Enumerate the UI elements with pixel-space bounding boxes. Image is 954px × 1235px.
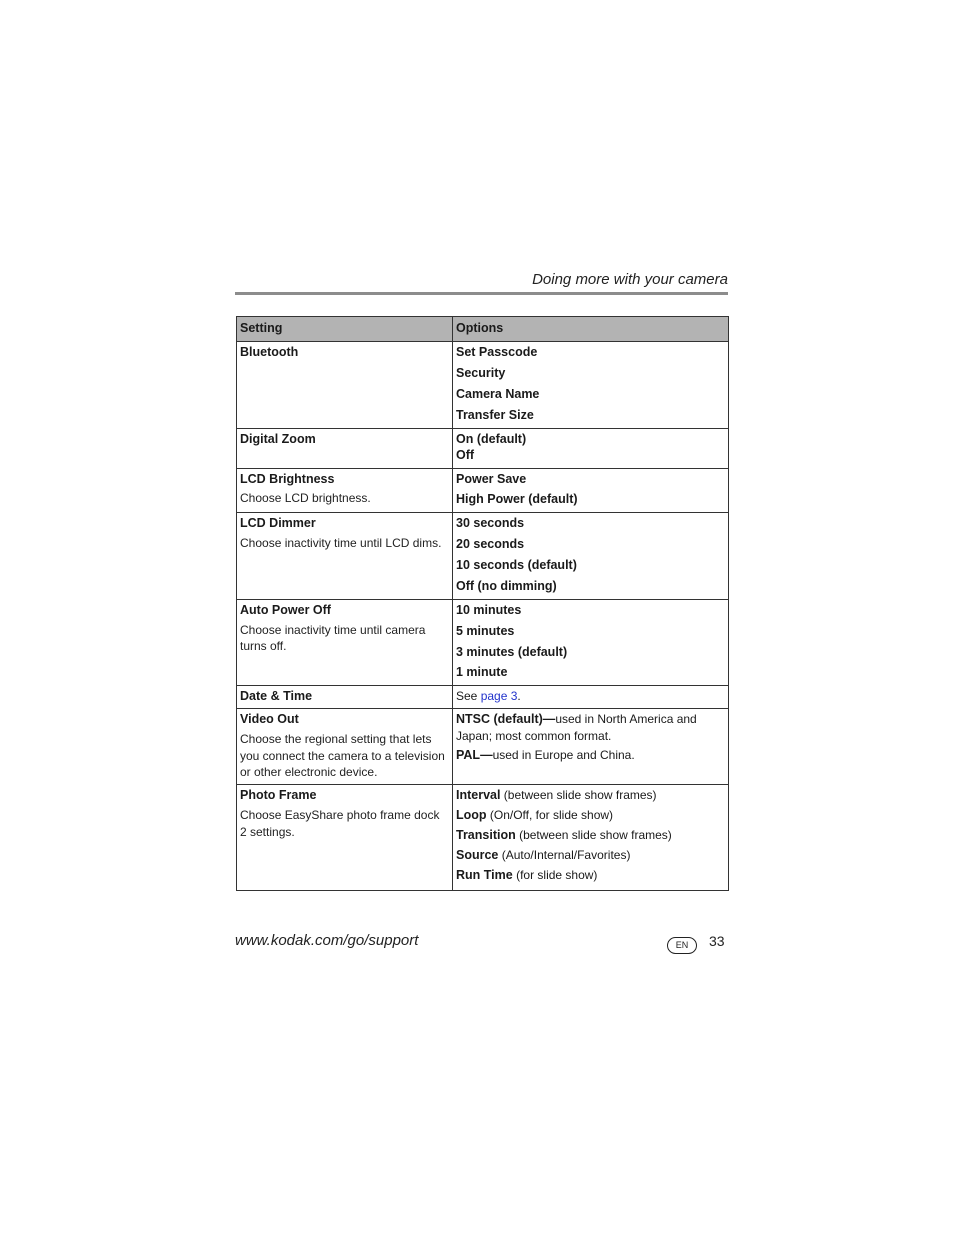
option-item (456, 787, 725, 804)
options-cell (453, 428, 729, 468)
setting-cell (237, 599, 453, 686)
option-item (456, 847, 725, 864)
option-item: 5 minutes (456, 623, 515, 638)
support-url[interactable]: www.kodak.com/go/support (235, 932, 419, 949)
setting-cell (237, 709, 453, 785)
option-note: used in Europe and China. (492, 748, 635, 763)
option-note: used in North America and Japan; most common format. (456, 712, 697, 744)
option-item: 20 seconds (456, 537, 525, 552)
setting-name: Date & Time (240, 689, 313, 704)
running-header: Doing more with your camera (532, 271, 728, 288)
setting-description: Choose inactivity time until camera turns off. (240, 622, 426, 654)
option-label: Run Time (456, 867, 513, 882)
setting-description: Choose inactivity time until LCD dims. (240, 536, 442, 551)
option-item: 10 minutes (456, 602, 522, 617)
option-note: (for slide show) (512, 867, 598, 882)
setting-cell (237, 686, 453, 709)
option-note: (On/Off, for slide show) (486, 808, 614, 823)
column-header-setting: Setting (237, 317, 453, 342)
table-row (237, 468, 729, 513)
see-suffix: . (517, 689, 521, 704)
table-row (237, 342, 729, 429)
setting-cell (237, 428, 453, 468)
option-item: 1 minute (456, 665, 508, 680)
option-label: Loop (456, 808, 487, 823)
option-item: 10 seconds (default) (456, 558, 577, 572)
setting-name: Video Out (240, 712, 299, 727)
setting-name: Auto Power Off (240, 602, 331, 617)
table-header-row (237, 317, 729, 342)
table-row (237, 428, 729, 468)
setting-cell (237, 468, 453, 513)
column-header-options: Options (453, 317, 729, 342)
option-item: Camera Name (456, 386, 540, 401)
table-row (237, 513, 729, 600)
table-row (237, 599, 729, 686)
option-item (456, 747, 725, 764)
option-item: High Power (default) (456, 492, 578, 507)
setting-name: Bluetooth (240, 345, 299, 359)
option-item: On (default) (456, 431, 527, 446)
option-label: Transition (456, 828, 516, 842)
option-label: Interval (456, 788, 501, 803)
setting-description: Choose EasyShare photo frame dock 2 settings. (240, 808, 440, 839)
option-label: NTSC (default)— (456, 712, 556, 727)
setting-description: Choose the regional setting that lets you connect the camera to a television or other electronic device. (240, 732, 445, 780)
table-row (237, 686, 729, 709)
setting-cell (237, 785, 453, 890)
options-cell (453, 785, 729, 890)
option-item: Set Passcode (456, 345, 538, 359)
option-label: Source (456, 847, 499, 862)
option-item: Power Save (456, 471, 527, 486)
option-item: Off (456, 448, 475, 463)
setting-cell (237, 513, 453, 600)
options-cell (453, 686, 729, 709)
setting-name: Photo Frame (240, 788, 317, 803)
option-item: Transfer Size (456, 407, 534, 422)
options-cell (453, 513, 729, 600)
setting-cell (237, 342, 453, 429)
option-item (456, 807, 725, 824)
setting-name: LCD Dimmer (240, 516, 316, 531)
option-item (456, 711, 725, 744)
option-item: Off (no dimming) (456, 578, 557, 593)
page-number: 33 (709, 933, 725, 949)
setting-name: Digital Zoom (240, 431, 316, 446)
option-note: (between slide show frames) (500, 788, 657, 803)
option-note: (between slide show frames) (515, 828, 672, 842)
setting-name: LCD Brightness (240, 471, 335, 486)
option-item: 30 seconds (456, 516, 525, 531)
option-item (456, 867, 725, 884)
option-item: Security (456, 365, 506, 380)
see-prefix: See (456, 689, 481, 704)
option-item (456, 827, 725, 844)
settings-table (236, 316, 729, 891)
options-cell (453, 468, 729, 513)
option-item: 3 minutes (default) (456, 644, 568, 659)
option-label: PAL— (456, 748, 493, 763)
table-row (237, 785, 729, 890)
options-cell (453, 342, 729, 429)
language-badge: EN (667, 937, 697, 954)
setting-description: Choose LCD brightness. (240, 491, 371, 506)
table-row (237, 709, 729, 785)
header-rule (235, 292, 728, 295)
option-note: (Auto/Internal/Favorites) (498, 847, 631, 862)
options-cell (453, 599, 729, 686)
page-3-link[interactable]: page 3 (480, 689, 518, 704)
options-cell (453, 709, 729, 785)
